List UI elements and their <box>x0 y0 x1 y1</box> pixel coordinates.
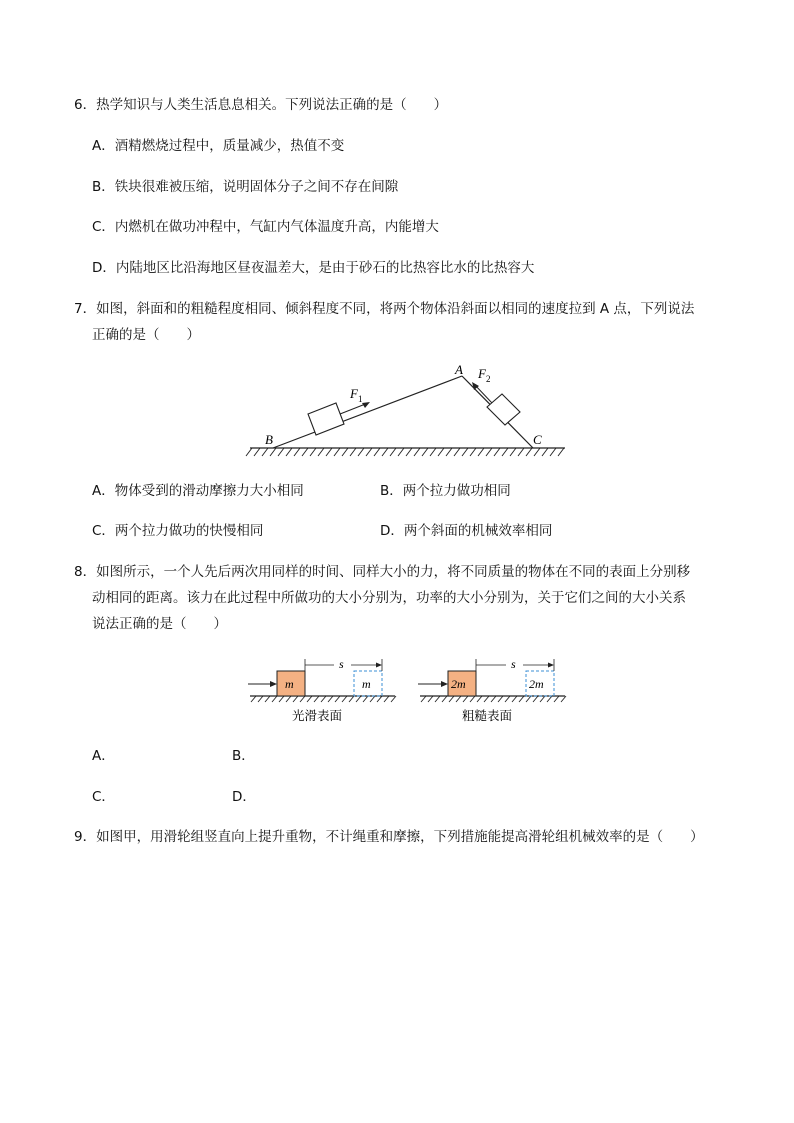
incline-ab <box>273 376 462 448</box>
block-left <box>308 403 344 435</box>
question-8-option-a: A． <box>92 748 115 764</box>
block-2m-moved-label: 2m <box>529 677 544 691</box>
block-m-label: m <box>285 677 294 691</box>
question-8-figure <box>240 652 570 732</box>
distance-s-left: s <box>339 657 344 671</box>
question-6-option-c: C．内燃机在做功冲程中，气缸内气体温度升高，内能增大 <box>92 219 439 235</box>
question-9-stem: 9．如图甲，用滑轮组竖直向上提升重物，不计绳重和摩擦，下列措施能提高滑轮组机械效率的是（ ） <box>74 829 704 845</box>
question-6-option-b: B．铁块很难被压缩，说明固体分子之间不存在间隙 <box>92 179 399 195</box>
question-8-stem-line3: 说法正确的是（ ） <box>92 616 227 632</box>
point-a-label: A <box>455 362 463 377</box>
question-6-option-d: D．内陆地区比沿海地区昼夜温差大，是由于砂石的比热容比水的比热容大 <box>92 260 535 276</box>
question-8-option-b: B． <box>232 748 255 764</box>
point-c-label: C <box>533 432 542 447</box>
question-8-stem-line2: 动相同的距离。该力在此过程中所做功的大小分别为，功率的大小分别为，关于它们之间的大小关系 <box>92 590 686 606</box>
question-8-stem-line1: 8．如图所示，一个人先后两次用同样的时间、同样大小的力，将不同质量的物体在不同的表面上分别移 <box>74 564 691 580</box>
question-7-stem-line1: 7．如图，斜面和的粗糙程度相同、倾斜程度不同，将两个物体沿斜面以相同的速度拉到 A 点，下列说法 <box>74 301 695 317</box>
question-6-option-a: A．酒精燃烧过程中，质量减少，热值不变 <box>92 138 345 154</box>
caption-rough-surface: 粗糙表面 <box>462 708 513 723</box>
question-7-option-d: D．两个斜面的机械效率相同 <box>380 523 553 539</box>
question-8-option-c: C． <box>92 789 115 805</box>
force-f1-label: $F_1$ <box>350 386 363 404</box>
question-7-stem-line2: 正确的是（ ） <box>92 327 200 343</box>
caption-smooth-surface: 光滑表面 <box>292 708 343 723</box>
block-right <box>487 394 520 425</box>
block-m-moved-label: m <box>362 677 371 691</box>
question-7-option-c: C．两个拉力做功的快慢相同 <box>92 523 264 539</box>
block-2m-label: 2m <box>451 677 466 691</box>
question-7-option-b: B．两个拉力做功相同 <box>380 483 511 499</box>
point-b-label: B <box>265 432 273 447</box>
question-8-option-d: D． <box>232 789 256 805</box>
distance-s-right: s <box>511 657 516 671</box>
force-f2-label: $F_2$ <box>478 366 491 384</box>
question-7-option-a: A．物体受到的滑动摩擦力大小相同 <box>92 483 304 499</box>
question-6-stem: 6．热学知识与人类生活息息相关。下列说法正确的是（ ） <box>74 97 448 113</box>
question-7-incline-figure <box>240 362 570 462</box>
